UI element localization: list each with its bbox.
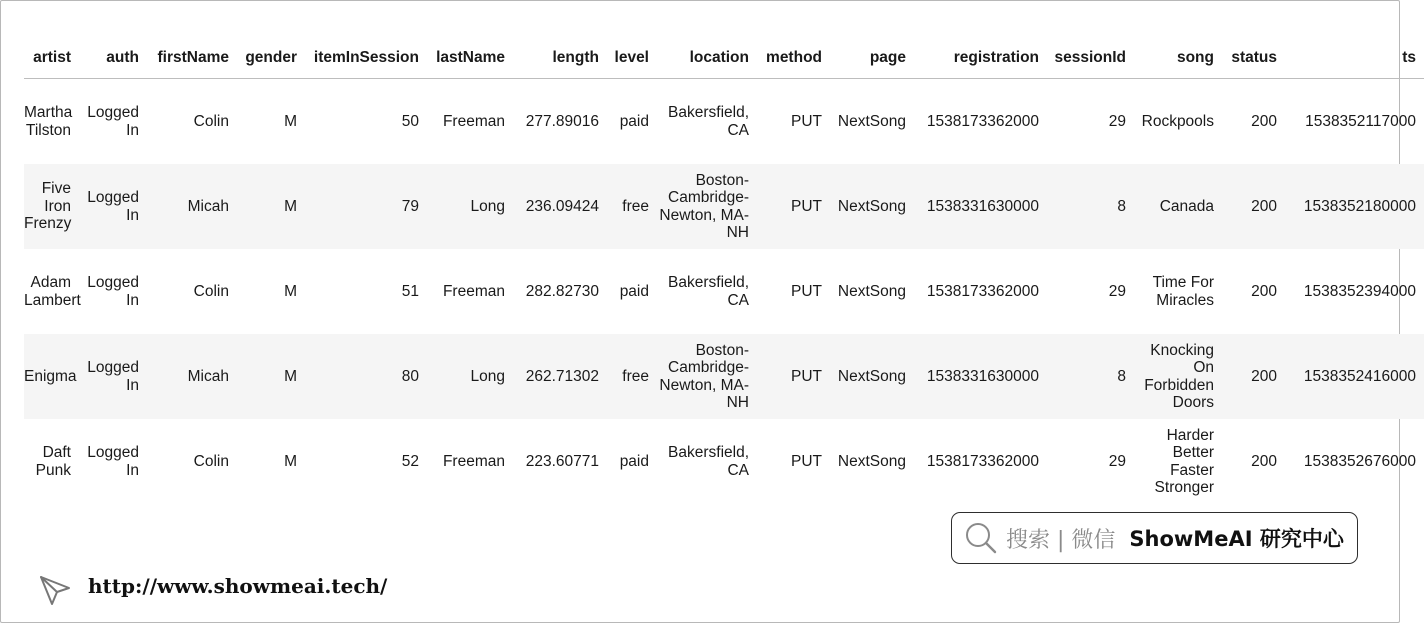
cell-length: 277.89016: [525, 112, 599, 130]
cell-firstname: Micah: [147, 164, 237, 249]
cell-gender: M: [284, 282, 297, 300]
cell-sessionid: 8: [1047, 164, 1134, 249]
cell-firstname: Micah: [147, 334, 237, 419]
cell-firstname: Colin: [193, 112, 229, 130]
cell-method: PUT: [791, 112, 822, 130]
cell-auth: Logged In: [87, 274, 139, 309]
cell-lastname: Freeman: [442, 112, 505, 130]
cell-registration: 1538173362000: [926, 112, 1039, 130]
cell-iteminsession: 52: [401, 452, 419, 470]
col-header: lastName: [427, 38, 513, 79]
table-row: [24, 164, 1424, 249]
cell-location: Bakersfield, CA: [668, 274, 749, 309]
wechat-search-banner: [951, 512, 1358, 564]
cell-ts: 1538352394000: [1303, 282, 1416, 300]
cell-registration: 1538331630000: [914, 164, 1047, 249]
brand-name: ShowMeAI 研究中心: [1129, 527, 1344, 551]
cell-status: 200: [1222, 334, 1285, 419]
cell-song: Rockpools: [1141, 112, 1214, 130]
cell-artist: Enigma: [24, 334, 79, 419]
cell-auth: Logged In: [79, 334, 147, 419]
cell-artist: Daft Punk: [35, 444, 71, 479]
cell-method: PUT: [757, 164, 830, 249]
cell-method: PUT: [791, 452, 822, 470]
cell-lastname: Freeman: [442, 282, 505, 300]
cell-artist: Adam Lambert: [24, 274, 81, 309]
col-header: firstName: [147, 38, 237, 79]
cell-lastname: Long: [427, 334, 513, 419]
cell-page: NextSong: [837, 112, 906, 130]
cell-level: paid: [619, 282, 649, 300]
cell-auth: Logged In: [87, 104, 139, 139]
cell-location: Bakersfield, CA: [668, 444, 749, 479]
cell-registration: 1538173362000: [926, 452, 1039, 470]
search-hint-text: 搜索 | 微信: [1006, 527, 1116, 553]
col-header: location: [657, 38, 757, 79]
table-row: [24, 249, 1424, 334]
site-url: http://www.showmeai.tech/: [88, 574, 388, 598]
cell-status: 200: [1251, 282, 1277, 300]
cell-ts: 1538352416000: [1285, 334, 1424, 419]
cell-registration: 1538173362000: [926, 282, 1039, 300]
table-row: [24, 79, 1424, 165]
cell-iteminsession: 80: [305, 334, 427, 419]
col-header: itemInSession: [305, 38, 427, 79]
cell-level: paid: [619, 452, 649, 470]
cell-page: NextSong: [837, 282, 906, 300]
cell-song: Harder Better Faster Stronger: [1154, 426, 1214, 496]
magnifier-icon: [964, 521, 998, 555]
cell-sessionid: 29: [1108, 112, 1126, 130]
cell-auth: Logged In: [87, 444, 139, 479]
cell-location: Boston-Cambridge-Newton, MA-NH: [657, 164, 757, 249]
cursor-arrow-icon: [38, 572, 74, 608]
cell-firstname: Colin: [193, 452, 229, 470]
table-row: [24, 334, 1424, 419]
cell-level: free: [607, 334, 657, 419]
col-header: method: [757, 38, 830, 79]
cell-song: Time For Miracles: [1152, 274, 1214, 309]
cell-location: Bakersfield, CA: [668, 104, 749, 139]
cell-song: Knocking On Forbidden Doors: [1134, 334, 1222, 419]
cell-gender: M: [237, 334, 305, 419]
dataframe-table: [24, 38, 1424, 504]
cell-song: Canada: [1134, 164, 1222, 249]
cell-iteminsession: 79: [305, 164, 427, 249]
cell-firstname: Colin: [193, 282, 229, 300]
cell-level: free: [607, 164, 657, 249]
cell-auth: Logged In: [79, 164, 147, 249]
cell-level: paid: [619, 112, 649, 130]
col-header: sessionId: [1047, 38, 1134, 79]
cell-gender: M: [284, 112, 297, 130]
cell-method: PUT: [791, 282, 822, 300]
col-header: status: [1222, 38, 1285, 79]
cell-length: 236.09424: [513, 164, 607, 249]
cell-length: 282.82730: [525, 282, 599, 300]
cell-length: 223.60771: [525, 452, 599, 470]
cell-page: NextSong: [830, 334, 914, 419]
dataframe-output: [24, 38, 1416, 504]
cell-lastname: Long: [427, 164, 513, 249]
cell-registration: 1538331630000: [914, 334, 1047, 419]
col-header: length: [513, 38, 607, 79]
col-header: page: [830, 38, 914, 79]
col-header: gender: [237, 38, 305, 79]
col-header: artist: [24, 38, 79, 79]
header-row: [24, 38, 1424, 79]
cell-ts: 1538352117000: [1305, 112, 1416, 130]
cell-ts: 1538352676000: [1303, 452, 1416, 470]
cell-status: 200: [1251, 452, 1277, 470]
cell-artist: Five Iron Frenzy: [24, 164, 79, 249]
cell-length: 262.71302: [513, 334, 607, 419]
cell-gender: M: [237, 164, 305, 249]
cell-gender: M: [284, 452, 297, 470]
cell-artist: Martha Tilston: [24, 104, 73, 139]
cell-page: NextSong: [837, 452, 906, 470]
cell-sessionid: 29: [1108, 452, 1126, 470]
cell-status: 200: [1222, 164, 1285, 249]
col-header: auth: [79, 38, 147, 79]
col-header: song: [1134, 38, 1222, 79]
col-header: ts: [1285, 38, 1424, 79]
cell-iteminsession: 50: [401, 112, 419, 130]
cell-iteminsession: 51: [401, 282, 419, 300]
cell-lastname: Freeman: [442, 452, 505, 470]
col-header: registration: [914, 38, 1047, 79]
cell-method: PUT: [757, 334, 830, 419]
cell-ts: 1538352180000: [1285, 164, 1424, 249]
col-header: level: [607, 38, 657, 79]
table-row: [24, 419, 1424, 504]
cell-status: 200: [1251, 112, 1277, 130]
cell-sessionid: 8: [1047, 334, 1134, 419]
cell-sessionid: 29: [1108, 282, 1126, 300]
cell-page: NextSong: [830, 164, 914, 249]
cell-location: Boston-Cambridge-Newton, MA-NH: [657, 334, 757, 419]
